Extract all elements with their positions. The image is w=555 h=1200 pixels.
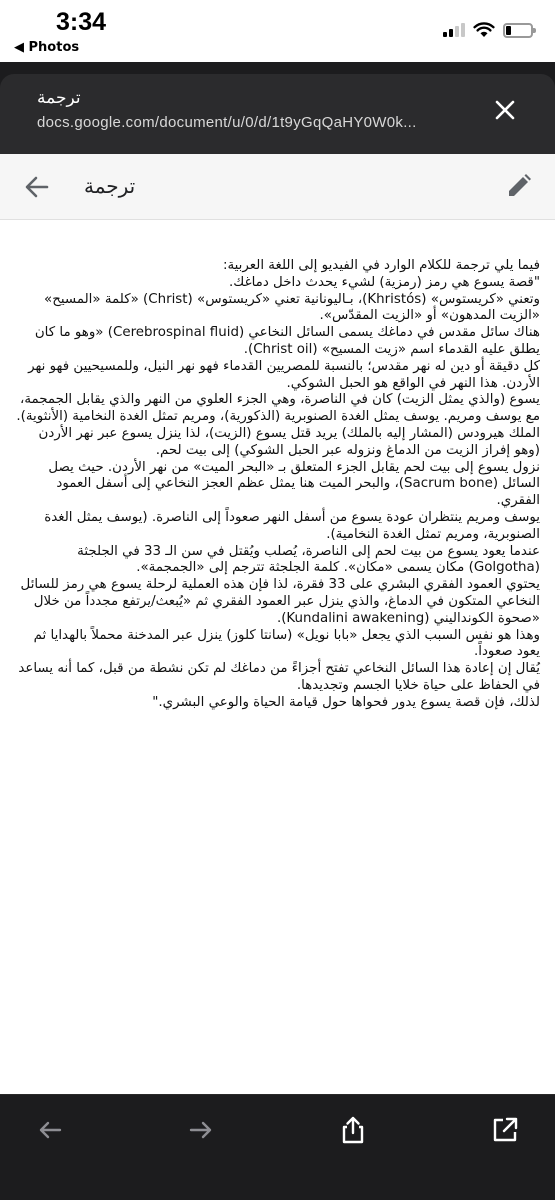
document-paragraph: فيما يلي ترجمة للكلام الوارد في الفيديو إلى اللغة العربية: [222, 258, 540, 273]
document-paragraph: وهذا هو نفس السبب الذي يجعل «بابا نويل» (سانتا كلوز) ينزل عبر المدخنة محملاً بالهدايا ثم يعود صعوداً. [33, 627, 540, 660]
browser-sheet-card [0, 74, 555, 154]
open-external-icon[interactable] [490, 1115, 520, 1145]
document-paragraph: لذلك، فإن قصة يسوع يدور فحواها حول قيامة الحياة والوعي البشري." [152, 694, 540, 710]
back-to-photos-link[interactable]: ◀ Photos [14, 40, 80, 55]
document-paragraph: يسوع (والذي يمثل الزيت) كان في الناصرة، وهي الجزء العلوي من النهر والذي يقابل الجمجمة، مع يوسف ومريم. يوسف يمثل الغدة الصنوبرية (الذكورية)، ومريم تمثل الغدة النخامية (الأنثوية). [16, 392, 540, 425]
status-icons [443, 20, 533, 40]
document-page[interactable] [0, 154, 555, 1094]
battery-icon [503, 23, 533, 38]
document-paragraph: الملك هيرودس (المشار إليه بالملك) يريد قتل يسوع (الزيت)، لذا ينزل يسوع عبر نهر الأردن (وهو إفراز الزيت من الدماغ ونزوله عبر الحبل الشوكي) إلى بيت لحم. [38, 425, 540, 458]
document-paragraph: وتعني «كريستوس» (Khristós)، بـاليونانية تعني «كريستوس» (Christ) «كلمة «المسيح» «الزيت المدهون» أو «الزيت المقدّس». [44, 291, 540, 324]
sheet-url: docs.google.com/document/u/0/d/1t9yGqQaHY0W0k... [37, 114, 417, 131]
docs-app-bar [0, 154, 555, 220]
document-paragraph: يحتوي العمود الفقري البشري على 33 فقرة، لذا فإن هذه العملية لرحلة يسوع هي رمز للسائل النخاعي المتكون في الدماغ، والذي ينزل عبر العمود الفقري ثم «يُبعث/يرتفع مجدداً من خلال «صحوة الكونداليني (Kundalini awakening). [20, 577, 540, 626]
document-paragraph: كل دقيقة أو دين له نهر مقدس؛ بالنسبة للمصريين القدماء فهو نهر النيل، وللمسيحيين فهو نهر الأردن. هذا النهر في الواقع هو الحبل الشوكي. [28, 358, 540, 391]
wifi-icon [473, 22, 495, 38]
edit-pencil-icon[interactable] [505, 172, 533, 200]
close-icon[interactable] [493, 98, 517, 122]
document-body [16, 258, 540, 712]
document-paragraph: "قصة يسوع هي رمز (رمزية) لشيء يحدث داخل دماغك. [229, 274, 540, 290]
status-time: 3:34 [56, 8, 107, 36]
cellular-signal-icon [443, 23, 465, 37]
back-nav-icon[interactable] [35, 1115, 65, 1145]
document-title: ترجمة [84, 176, 136, 198]
share-icon[interactable] [338, 1115, 368, 1145]
document-paragraph: يوسف ومريم ينتظران عودة يسوع من أسفل النهر صعوداً إلى الناصرة. (يوسف يمثل الغدة الصنوبرية، ومريم تمثل الغدة النخامية). [44, 509, 540, 542]
document-paragraph: عندما يعود يسوع من بيت لحم إلى الناصرة، يُصلب ويُقتل في سن الـ 33 في الجلجثة (Golgotha) مكان يسمى «مكان». كلمة الجلجثة تترجم إلى «الجمجمة». [77, 543, 540, 576]
document-paragraph: نزول يسوع إلى بيت لحم يقابل الجزء المتعلق بـ «البحر الميت» من نهر الأردن. حيث يصل السائل (Sacrum bone)، والبحر الميت هنا يمثل عظم العجز النخاعي إلى أسفل العمود الفقري. [48, 459, 540, 509]
status-bar [0, 0, 555, 62]
forward-nav-icon[interactable] [186, 1115, 216, 1145]
sheet-title: ترجمة [37, 88, 81, 107]
document-paragraph: يُقال إن إعادة هذا السائل النخاعي تفتح أجزاءً من دماغك لم تكن نشطة من قبل، كما أنه يساعد في الحفاظ على حياة خلايا الجسم وتجديدها. [18, 661, 540, 693]
bottom-toolbar [0, 1094, 555, 1200]
back-arrow-icon[interactable] [22, 172, 52, 202]
document-paragraph: هناك سائل مقدس في دماغك يسمى السائل النخاعي (Cerebrospinal fluid) «وهو ما كان يطلق عليه القدماء اسم «زيت المسيح» (Christ oil). [34, 325, 540, 357]
